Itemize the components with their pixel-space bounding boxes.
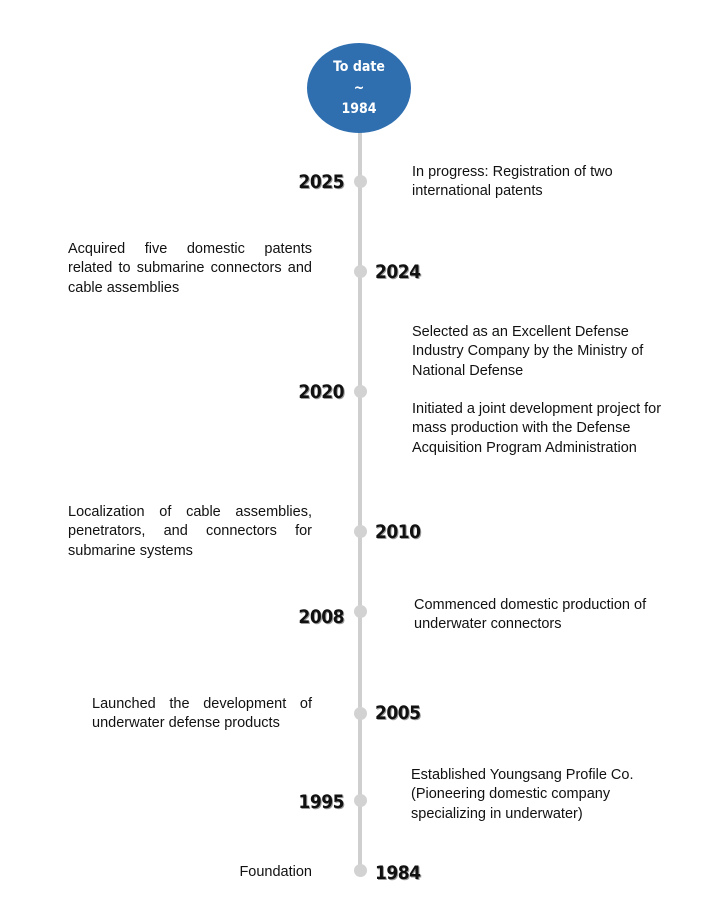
year-label-2005: 2005 — [375, 702, 421, 724]
entry-description-1995 — [411, 766, 671, 824]
timeline-dot-2024 — [354, 265, 367, 278]
timeline-dot-2020 — [354, 385, 367, 398]
entry-text: In progress: Registration of two international patents — [412, 164, 613, 200]
timeline-header-bubble — [307, 43, 411, 133]
entry-description-2025 — [412, 163, 662, 202]
entry-text: Localization of cable assemblies, penetrators, and connectors for submarine systems — [68, 504, 312, 559]
timeline-dot-2025 — [354, 175, 367, 188]
entry-description-2005 — [92, 695, 312, 753]
year-label-2024: 2024 — [375, 261, 421, 283]
year-label-2010: 2010 — [375, 521, 421, 543]
entry-description-1984 — [180, 863, 312, 882]
entry-description-2010 — [68, 503, 312, 580]
entry-description-2024 — [68, 240, 312, 317]
entry-text: Commenced domestic production of underwater connectors — [414, 597, 647, 633]
timeline-dot-1995 — [354, 794, 367, 807]
entry-text: Foundation — [239, 864, 312, 880]
header-line-2: ~ — [353, 79, 365, 96]
entry-description-2020-b — [412, 400, 664, 458]
year-label-2025: 2025 — [298, 171, 344, 193]
timeline-dot-2008 — [354, 605, 367, 618]
year-label-2020: 2020 — [298, 381, 344, 403]
entry-text: Established Youngsang Profile Co. (Pioneering domestic company specializing in underwater) — [411, 767, 634, 822]
year-label-1995: 1995 — [298, 791, 344, 813]
entry-text: Acquired five domestic patents related to submarine connectors and cable assemblies — [68, 241, 312, 296]
timeline-axis-line — [358, 118, 362, 876]
timeline-dot-1984 — [354, 864, 367, 877]
year-label-2008: 2008 — [298, 606, 344, 628]
timeline-dot-2005 — [354, 707, 367, 720]
header-line-3: 1984 — [341, 100, 377, 117]
timeline-dot-2010 — [354, 525, 367, 538]
entry-text: Launched the development of underwater defense products — [92, 696, 312, 732]
entry-text: Initiated a joint development project for mass production with the Defense Acquisition Program Administration — [412, 401, 662, 456]
entry-text: Selected as an Excellent Defense Industry Company by the Ministry of National Defense — [412, 324, 644, 379]
year-label-1984: 1984 — [375, 862, 421, 884]
header-line-1: To date — [333, 58, 385, 75]
entry-description-2008 — [414, 596, 670, 635]
entry-description-2020-a — [412, 323, 664, 381]
